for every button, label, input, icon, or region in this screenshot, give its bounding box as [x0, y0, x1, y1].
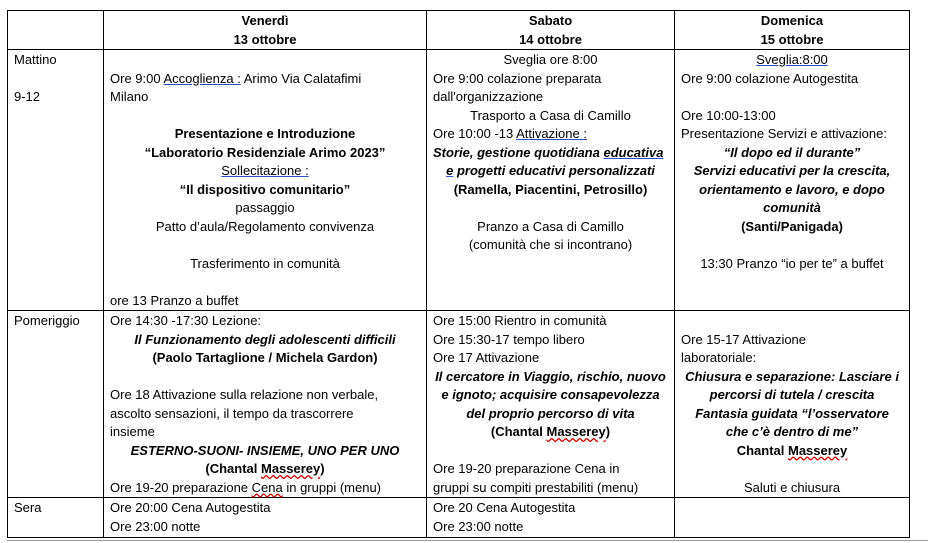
friday-evening-cell	[104, 498, 427, 538]
text-line: Il cercatore in Viaggio, rischio, nuovo	[435, 368, 666, 384]
spacer	[110, 236, 420, 255]
text-line: Ore 10:00-13:00	[681, 107, 776, 123]
saturday-afternoon-cell	[427, 311, 675, 498]
text-line: “Laboratorio Residenziale Arimo 2023”	[144, 144, 386, 160]
friday-afternoon-cell	[104, 311, 427, 498]
text-line: Ore 18 Attivazione sulla relazione non verbale,	[110, 387, 379, 402]
text-line	[681, 51, 903, 70]
header-saturday	[427, 11, 675, 50]
text-line: Sveglia ore 8:00	[503, 52, 598, 67]
text-line: (comunità che si incontrano)	[468, 237, 633, 252]
text-fragment: Ore 9:00	[110, 70, 164, 86]
text-line: Milano	[110, 89, 149, 104]
text-fragment: educativa	[603, 144, 664, 160]
text-line	[110, 162, 420, 181]
evening-row	[8, 498, 910, 538]
sunday-evening-cell	[675, 498, 910, 538]
text-line	[110, 70, 420, 89]
text-line: orientamento e lavoro, e dopo	[699, 181, 885, 197]
spacer	[433, 442, 668, 461]
header-sunday	[675, 11, 910, 50]
text-fragment: Masserey	[788, 442, 848, 458]
text-line: Chiusura e separazione: Lasciare i	[685, 368, 899, 384]
header-empty-cell	[8, 11, 104, 50]
header-friday	[104, 11, 427, 50]
text-line: percorsi di tutela / crescita	[709, 387, 875, 402]
text-line: (Ramella, Piacentini, Petrosillo)	[453, 181, 648, 197]
text-line: Ore 9:00 colazione preparata	[433, 70, 602, 86]
text-line	[681, 442, 903, 461]
row-label: Sera	[14, 500, 42, 515]
text-line: dall'organizzazione	[433, 89, 544, 104]
text-fragment: Sveglia:8:00	[756, 52, 828, 67]
text-line: e ignoto; acquisire consapevolezza	[441, 387, 660, 402]
text-line: Presentazione Servizi e attivazione:	[681, 126, 887, 141]
text-fragment: progetti educativi personalizzati	[453, 163, 655, 178]
link-accoglienza: Accoglienza :	[163, 70, 241, 86]
text-line: Ore 14:30 -17:30 Lezione:	[110, 313, 262, 328]
text-line: Ore 15-17 Attivazione	[681, 331, 807, 347]
text-line: gruppi su compiti prestabiliti (menu)	[433, 479, 639, 495]
spacer	[681, 312, 903, 331]
day-date: 13 ottobre	[233, 31, 297, 47]
spacer	[681, 460, 903, 479]
text-line: insieme	[110, 424, 155, 439]
text-line: Ore 20 Cena Autogestita	[433, 500, 576, 515]
text-line: che c’è dentro di me”	[725, 424, 859, 439]
text-line: Ore 23:00 notte	[433, 518, 524, 534]
spacer	[681, 236, 903, 255]
row-label-afternoon	[8, 311, 104, 498]
text-line: del proprio percorso di vita	[466, 405, 635, 421]
text-line: Patto d’aula/Regolamento convivenza	[155, 218, 375, 234]
text-fragment: Masserey	[546, 424, 606, 439]
text-line: Ore 15:00 Rientro in comunità	[433, 313, 607, 328]
text-fragment: e	[446, 163, 454, 178]
text-line: 13:30 Pranzo “io per te” a buffet	[700, 255, 884, 271]
spacer	[110, 273, 420, 292]
day-name: Domenica	[760, 13, 824, 28]
text-line: Presentazione e Introduzione	[174, 126, 356, 141]
text-fragment: Arimo Via Calatafimi	[240, 70, 362, 86]
text-line: Ore 19-20 preparazione Cena in	[433, 461, 620, 476]
text-fragment: )	[320, 461, 325, 476]
text-line: Il Funzionamento degli adolescenti difficili	[134, 331, 396, 347]
friday-morning-cell	[104, 50, 427, 311]
day-name: Venerdì	[241, 13, 289, 28]
text-line: Fantasia guidata “l’osservatore	[695, 405, 889, 421]
text-line	[433, 125, 668, 144]
text-line: ore 13 Pranzo a buffet	[110, 292, 239, 308]
row-label: Mattino	[14, 52, 57, 67]
schedule-table	[7, 10, 910, 538]
spacer	[681, 88, 903, 107]
text-line	[433, 144, 668, 163]
text-line: Ore 9:00 colazione Autogestita	[681, 70, 859, 86]
row-label: Pomeriggio	[14, 313, 80, 328]
spacer	[14, 70, 97, 89]
day-date: 15 ottobre	[760, 31, 824, 47]
text-fragment: (Chantal	[205, 461, 261, 476]
text-fragment: Chantal	[736, 442, 788, 458]
text-line: Trasporto a Casa di Camillo	[470, 107, 631, 123]
text-line: comunità	[763, 200, 821, 215]
text-line: ascolto sensazioni, il tempo da trascorrere	[110, 405, 354, 421]
text-line: (Paolo Tartaglione / Michela Gardon)	[152, 350, 378, 365]
day-name: Sabato	[528, 13, 573, 28]
row-hours: 9-12	[14, 89, 41, 104]
morning-row	[8, 50, 910, 311]
page-bottom-divider	[7, 540, 928, 542]
text-line	[110, 479, 420, 498]
sunday-afternoon-cell	[675, 311, 910, 498]
text-line	[110, 460, 420, 479]
afternoon-row	[8, 311, 910, 498]
text-fragment: )	[605, 424, 611, 439]
text-line: Saluti e chiusura	[743, 479, 841, 495]
header-row	[8, 11, 910, 50]
text-fragment: Sollecitazione :	[221, 163, 309, 178]
day-date: 14 ottobre	[519, 31, 582, 47]
text-line	[433, 162, 668, 181]
text-line: Ore 17 Attivazione	[433, 350, 540, 365]
spacer	[110, 51, 420, 70]
text-line: “Il dopo ed il durante”	[723, 144, 861, 160]
row-label-evening	[8, 498, 104, 538]
text-line: Trasferimento in comunità	[190, 255, 340, 271]
text-line	[433, 423, 668, 442]
text-fragment: Masserey	[261, 461, 321, 476]
text-fragment: in gruppi (menu)	[282, 479, 382, 495]
spacer	[110, 368, 420, 387]
text-fragment: (Chantal	[490, 424, 547, 439]
sunday-morning-cell	[675, 50, 910, 311]
text-fragment: Storie, gestione quotidiana	[433, 144, 604, 160]
text-fragment: Cena	[251, 479, 283, 495]
text-fragment: Ore 19-20 preparazione	[110, 479, 252, 495]
text-fragment: Attivazione :	[516, 126, 587, 141]
text-fragment: Ore 10:00 -13	[433, 126, 517, 141]
text-line: passaggio	[235, 200, 295, 215]
spacer	[433, 199, 668, 218]
text-line: “Il dispositivo comunitario”	[179, 181, 351, 197]
text-line: laboratoriale:	[681, 350, 757, 365]
text-line: (Santi/Panigada)	[741, 218, 843, 234]
text-line: Servizi educativi per la crescita,	[693, 163, 891, 178]
text-line: ESTERNO-SUONI- INSIEME, UNO PER UNO	[130, 442, 400, 458]
text-line: Ore 15:30-17 tempo libero	[433, 331, 585, 347]
text-line: Ore 20:00 Cena Autogestita	[110, 500, 271, 515]
spacer	[110, 107, 420, 126]
text-line: Pranzo a Casa di Camillo	[477, 218, 624, 234]
row-label-morning	[8, 50, 104, 311]
saturday-evening-cell	[427, 498, 675, 538]
text-line: Ore 23:00 notte	[110, 518, 201, 534]
saturday-morning-cell	[427, 50, 675, 311]
